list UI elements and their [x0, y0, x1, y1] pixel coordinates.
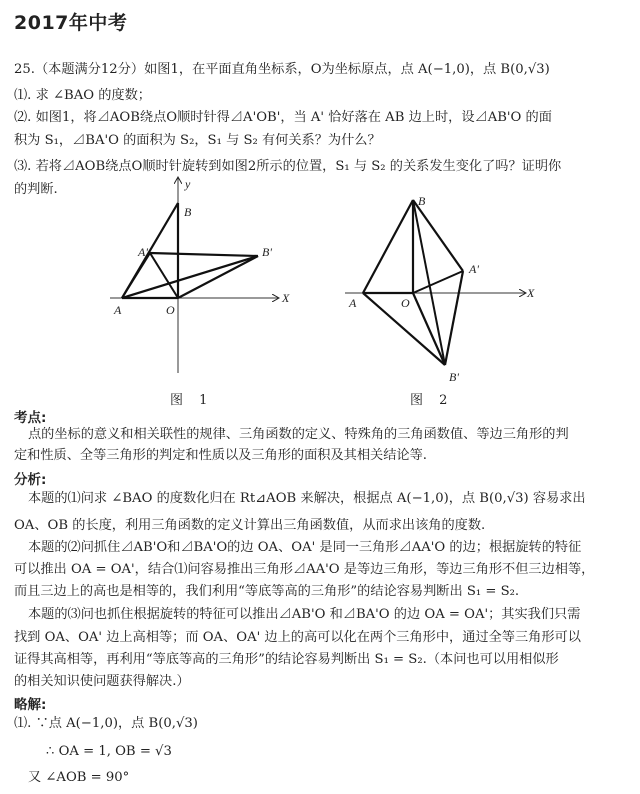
fig2-label-B1: B': [449, 370, 459, 384]
fenxi-line-1: 本题的⑴问求 ∠BAO 的度数化归在 Rt⊿AOB 来解决，根据点 A(−1,0)，点 B(0,√3) 容易求出: [28, 491, 586, 506]
lvejie-line-1: ⑴. ∵点 A(−1,0)，点 B(0,√3): [14, 716, 198, 731]
fenxi-line-4: 可以推出 OA = OA'，结合⑴问容易推出三角形⊿AA'O 是等边三角形，等边三角形不但三边相等，: [14, 562, 595, 577]
lvejie-heading: 略解:: [14, 697, 47, 713]
fig2-label-O: O: [401, 296, 410, 310]
fig1-label-A1: A': [138, 245, 148, 259]
fenxi-line-2: OA、OB 的长度，利用三角函数的定义计算出三角函数值，从而求出该角的度数.: [14, 518, 486, 533]
fenxi-line-3: 本题的⑵问抓住⊿AB'O和⊿BA'O的边 OA、OA' 是同一三角形⊿AA'O 的边；根据旋转的特征: [28, 540, 582, 555]
fenxi-line-9: 的相关知识使问题获得解决.）: [14, 674, 190, 689]
fig2-label-A1: A': [469, 262, 479, 276]
problem-line-5: ⑶. 若将⊿AOB绕点O顺时针旋转到如图2所示的位置，S₁ 与 S₂ 的关系发生变化了吗？证明你: [14, 159, 562, 174]
fig1-label-B1: B': [262, 245, 272, 259]
problem-line-4: 积为 S₁，⊿BA'O 的面积为 S₂，S₁ 与 S₂ 有何关系？为什么？: [14, 133, 381, 148]
problem-line-1: 25.（本题满分12分）如图1，在平面直角坐标系，O为坐标原点，点 A(−1,0)，点 B(0,√3): [14, 62, 550, 77]
fig1-label-x: X: [282, 291, 290, 305]
fig2-label-A: A: [349, 296, 357, 310]
fig1-label-B: B: [184, 205, 192, 219]
figure-2-caption: 图 2: [410, 393, 454, 408]
problem-line-6: 的判断.: [14, 182, 58, 197]
fig1-label-y: y: [185, 177, 191, 191]
kaodian-line-1: 点的坐标的意义和相关联性的规律、三角函数的定义、特殊角的三角函数值、等边三角形的判: [28, 427, 569, 442]
figure-2: [335, 185, 535, 385]
fenxi-line-5: 而且三边上的高也是相等的，我们利用“等底等高的三角形”的结论容易判断出 S₁ = S₂.: [14, 584, 520, 599]
figure-1-caption: 图 1: [170, 393, 214, 408]
fenxi-line-8: 证得其高相等，再利用“等底等高的三角形”的结论容易判断出 S₁ = S₂.（本问也可以用相似形: [14, 652, 559, 667]
figure-1: [100, 168, 310, 378]
kaodian-line-2: 定和性质、全等三角形的判定和性质以及三角形的面积及其相关结论等.: [14, 448, 428, 463]
kaodian-heading: 考点:: [14, 410, 47, 426]
problem-line-3: ⑵. 如图1，将⊿AOB绕点O顺时针得⊿A'OB'，当 A' 恰好落在 AB 边上时，设⊿AB'O 的面: [14, 110, 552, 125]
fenxi-heading: 分析:: [14, 472, 47, 488]
fenxi-line-7: 找到 OA、OA' 边上高相等；而 OA、OA' 边上的高可以化在两个三角形中，通过全等三角形可以: [14, 630, 581, 645]
lvejie-line-2: ∴ OA = 1, OB = √3: [46, 744, 172, 759]
fig2-label-B: B: [418, 194, 426, 208]
problem-line-2: ⑴. 求 ∠BAO 的度数；: [14, 88, 151, 103]
fig1-label-O: O: [166, 303, 175, 317]
fig2-label-x: X: [527, 286, 535, 300]
lvejie-line-3: 又 ∠AOB = 90°: [28, 770, 130, 785]
fenxi-line-6: 本题的⑶问也抓住根据旋转的特征可以推出⊿AB'O 和⊿BA'O 的边 OA = OA'；其实我们只需: [28, 607, 581, 622]
page-title: 2017年中考: [14, 12, 128, 34]
fig1-label-A: A: [114, 303, 122, 317]
